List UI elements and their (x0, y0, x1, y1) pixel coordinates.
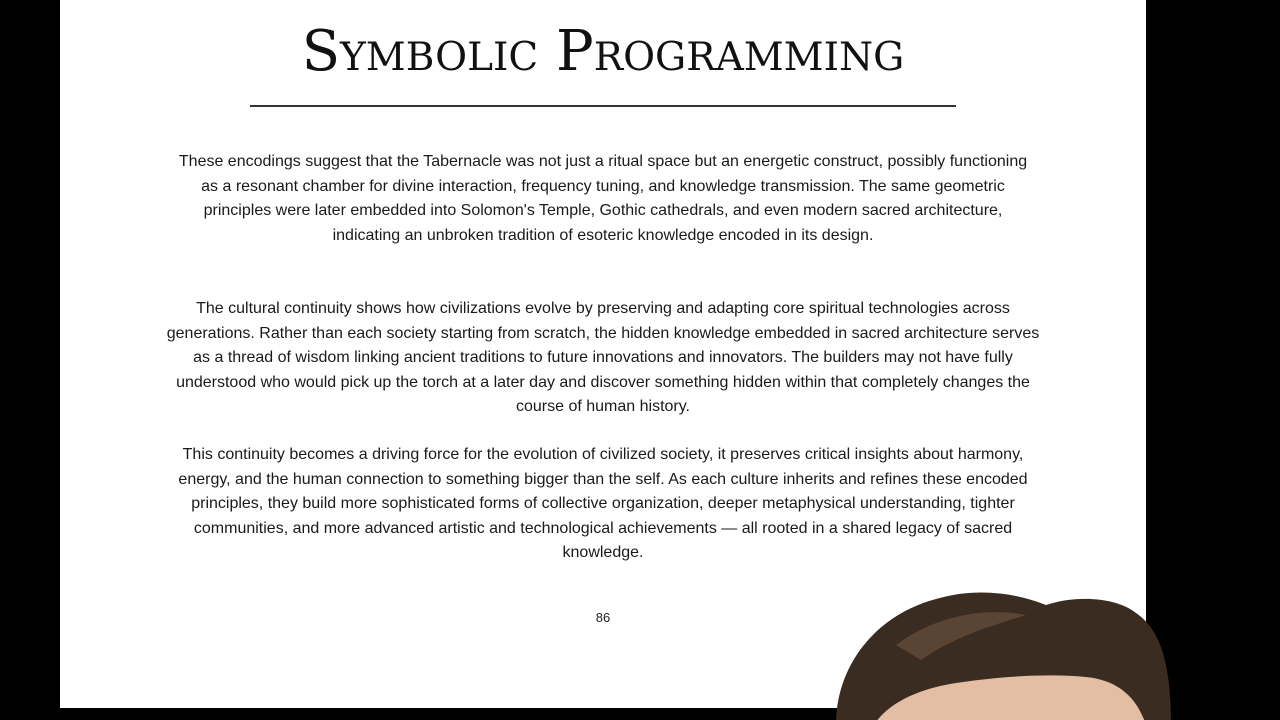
paragraph-1: These encodings suggest that the Tabernacle was not just a ritual space but an energetic construct, possibly functioning as a resonant chamber for divine interaction, frequency tuning, and knowledge transmission. The same geometric principles were later embedded into Solomon's Temple, Gothic cathedrals, and even modern sacred architecture, indicating an unbroken tradition of esoteric knowledge encoded in its design. (178, 153, 1028, 244)
paragraph-2: The cultural continuity shows how civilizations evolve by preserving and adapting core spiritual technologies across generations. Rather than each society starting from scratch, the hidden knowledge embedded in sacred architecture serves as a thread of wisdom linking ancient traditions to future innovations and innovators. The builders may not have fully understood who would pick up the torch at a later day and discover something hidden within that completely changes the course of human history. (166, 300, 1040, 415)
page-number: 86 (595, 610, 611, 625)
page-title: Symbolic Programming (301, 19, 905, 84)
document-page (60, 0, 1146, 708)
paragraph-3: This continuity becomes a driving force for the evolution of civilized society, it preserves critical insights about harmony, energy, and the human connection to something bigger than the self. As each culture inherits and refines these encoded principles, they build more sophisticated forms of collective organization, deeper metaphysical understanding, tighter communities, and more advanced artistic and technological achievements — all rooted in a shared legacy of sacred knowledge. (178, 446, 1028, 561)
title-divider (250, 105, 956, 107)
